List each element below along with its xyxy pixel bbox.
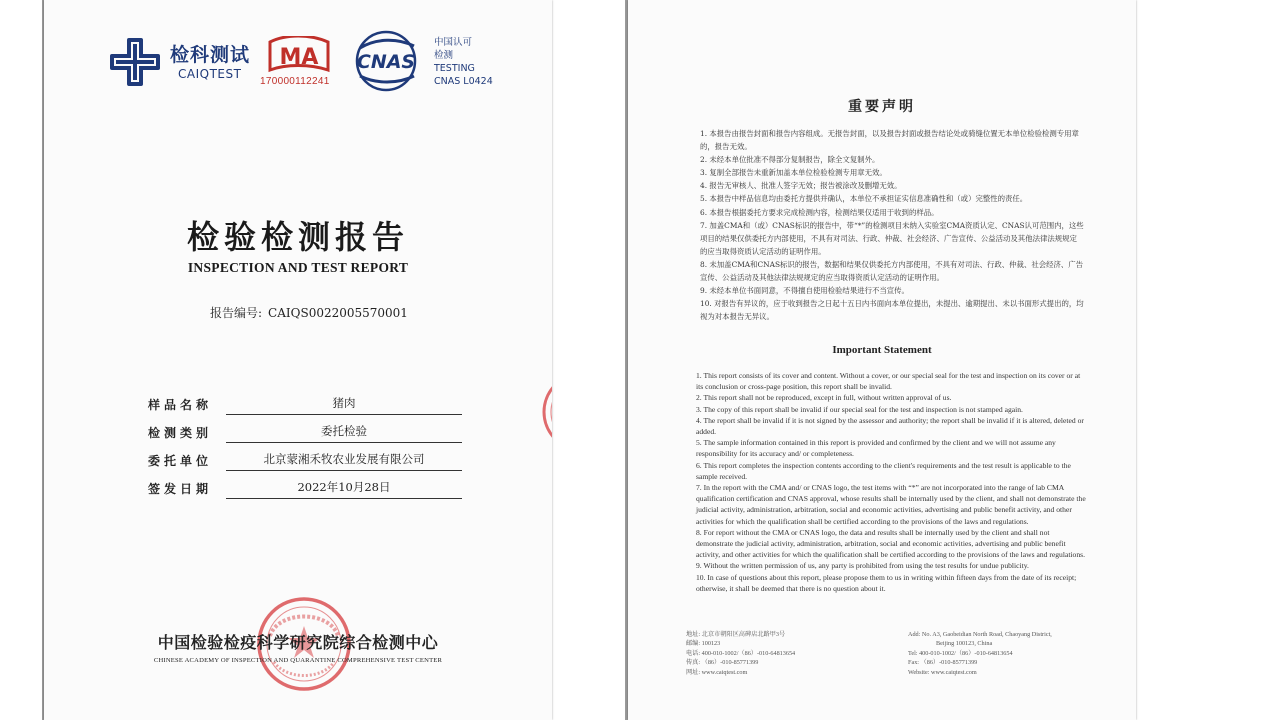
partial-red-seal-icon	[532, 370, 552, 454]
cma-number: 170000112241	[260, 76, 330, 87]
address-line-cn: 电话: 400-010-1002/（86）-010-64813654	[686, 649, 796, 657]
cnas-text: CNAS	[356, 51, 416, 73]
cnas-en-line2: CNAS L0424	[434, 76, 493, 87]
cnas-en-line1: TESTING	[434, 63, 475, 74]
field-value: 委托检验	[226, 422, 462, 443]
statement-item-cn: 6. 本报告根据委托方要求完成检测内容，检测结果仅适用于收到的样品。	[700, 207, 939, 217]
statement-item-cn: 1. 本报告由报告封面和报告内容组成。无报告封面，以及报告封面或报告结论处或骑缝位置无本单位检验检测专用章的，报告无效。	[700, 129, 1079, 152]
statement-item-cn: 5. 本报告中样品信息均由委托方提供并确认，本单位不承担证实信息准确性和（或）完整性的责任。	[700, 194, 1028, 204]
report-title-chinese: 检验检测报告	[186, 218, 409, 256]
cnas-logo-icon	[346, 30, 426, 92]
address-line-en: Add: No. A3, Gaobeidian North Road, Chaoyang District,	[908, 631, 1052, 638]
statement-item-en: 4. The report shall be invalid if it is not signed by the assessor and authority; the report shall be invalid if it is altered, deleted or added.	[696, 415, 1084, 437]
field-value: 北京蒙湘禾牧农业发展有限公司	[226, 450, 462, 471]
issuer-name-chinese: 中国检验检疫科学研究院综合检测中心	[157, 633, 439, 652]
statement-item-cn: 9. 未经本单位书面同意，不得擅自使用检验结果进行不当宣传。	[700, 286, 909, 296]
important-statement-page	[628, 0, 1136, 720]
statement-item-cn: 3. 复制全部报告未重新加盖本单位检验检测专用章无效。	[700, 168, 887, 178]
field-value: 猪肉	[226, 394, 462, 415]
cnas-cn-line2: 检测	[434, 50, 454, 61]
statement-item-cn: 8. 未加盖CMA和CNAS标识的报告，数据和结果仅供委托方内部使用，不具有对司法、行政、仲裁、社会经济、广告宣传、公益活动及其他法律法规规定的应当取得资质认定活动的证明作用。	[700, 259, 1084, 283]
statement-title-english: Important Statement	[832, 344, 932, 356]
report-number	[210, 304, 408, 321]
statement-item-en: 1. This report consists of its cover and content. Without a cover, or our special seal for the test and inspection on its cover or at its conclusion or cross-page position, this report shall be invalid.	[696, 371, 1081, 392]
address-line-cn: 邮编: 100123	[686, 640, 721, 648]
statement-item-cn: 7. 加盖CMA和（或）CNAS标识的报告中，带“*”的检测项目未纳入实验室CMA资质认定、CNAS认可范围内，这些项目的结果仅供委托方内部使用，不具有对司法、行政、仲裁、社会经济、广告宣传、公益活动及其他法律法规规定的应当取得资质认定活动的证明作用。	[700, 220, 1084, 256]
report-cover-page	[44, 0, 552, 720]
field-label: 样品名称	[148, 398, 213, 412]
report-number-value: CAIQS0022005570001	[268, 306, 408, 320]
address-block-english	[908, 630, 1108, 677]
statement-title-chinese: 重要声明	[848, 99, 916, 115]
caiq-english-name: CAIQTEST	[178, 67, 242, 81]
address-line-cn: 地址: 北京市朝阳区高碑店北路甲3号	[686, 631, 786, 638]
address-line-cn: 传真: （86）-010-85771399	[686, 659, 759, 667]
statement-item-en: 7. In the report with the CMA and/ or CNAS logo, the test items with “*” are not incorporated into the range of lab CMA qualification certification and CNAS approval, whose results shall be internally used by the client, and shall not demonstrate the judicial activity, administration, arbitration, social and economic activities, advertising and public benefit activity, and other activities for which the qualification shall be certified according to the provisions of the laws and regulations.	[696, 483, 1086, 526]
field-issue-date	[148, 478, 468, 504]
statement-item-en: 8. For report without the CMA or CNAS logo, the data and results shall be internally used by the client and shall not demonstrate the judicial activity, administration, arbitration, social and economic activities, advertising and public benefit activity, and other activities for which the qualification shall be certified according to the provisions of the laws and regulations.	[696, 527, 1085, 560]
address-line-en: Website: www.caiqtest.com	[908, 668, 977, 676]
statement-list-english	[686, 370, 1086, 594]
field-value: 2022年10月28日	[226, 478, 462, 499]
statement-item-cn: 10. 对报告有异议的，应于收到报告之日起十五日内书面向本单位提出，未提出、逾期提出、未以书面形式提出的，均视为对本报告无异议。	[700, 299, 1084, 322]
cnas-accreditation-text	[434, 36, 493, 88]
statement-item-en: 10. In case of questions about this report, please propose them to us in writing within fifteen days from the date of its receipt; otherwise, it shall be deemed that there is no question about it.	[696, 572, 1077, 593]
field-client	[148, 450, 468, 476]
caiq-chinese-name: 检科测试	[170, 44, 251, 66]
address-line-cn: 网址: www.caiqtest.com	[686, 668, 748, 676]
address-line-en: Beijing 100123, China	[936, 640, 993, 648]
statement-item-en: 2. This report shall not be reproduced, except in full, without written approval of us.	[696, 393, 952, 403]
report-fields	[148, 394, 468, 506]
certification-logos	[108, 36, 548, 92]
field-label: 检测类别	[148, 426, 213, 440]
field-sample-name	[148, 394, 468, 420]
report-title-english: INSPECTION AND TEST REPORT	[187, 260, 409, 275]
statement-item-cn: 4. 报告无审核人、批准人签字无效；报告被涂改及删增无效。	[700, 181, 902, 191]
statement-item-cn: 2. 未经本单位批准不得部分复制报告，除全文复制外。	[700, 155, 880, 165]
statement-item-en: 9. Without the written permission of us, any party is prohibited from using the test results for undue publicity.	[696, 561, 1029, 571]
caiq-cross-logo-icon	[110, 38, 160, 86]
report-number-label: 报告编号:	[210, 306, 263, 320]
field-label: 委托单位	[148, 454, 213, 468]
cma-text: MA	[279, 45, 319, 70]
field-test-category	[148, 422, 468, 448]
cnas-cn-line1: 中国认可	[434, 37, 473, 48]
statement-item-en: 3. The copy of this report shall be invalid if our special seal for the test and inspection is not stamped again.	[696, 404, 1023, 414]
address-line-en: Fax: （86）-010-85771399	[908, 659, 978, 667]
statement-item-en: 6. This report completes the inspection contents according to the client's requirements and the test result is applicable to the sample received.	[696, 460, 1071, 481]
address-block-chinese	[686, 630, 886, 677]
issuer-name-english: CHINESE ACADEMY OF INSPECTION AND QUARANTINE COMPREHENSIVE TEST CENTER	[153, 657, 443, 664]
field-label: 签发日期	[148, 482, 213, 496]
statement-item-en: 5. The sample information contained in this report is provided and confirmed by the client and we will not assume any responsibility for its accuracy and/ or completeness.	[696, 438, 1056, 459]
statement-list-chinese	[686, 127, 1084, 323]
address-line-en: Tel: 400-010-1002/（86）-010-64813654	[908, 649, 1013, 657]
